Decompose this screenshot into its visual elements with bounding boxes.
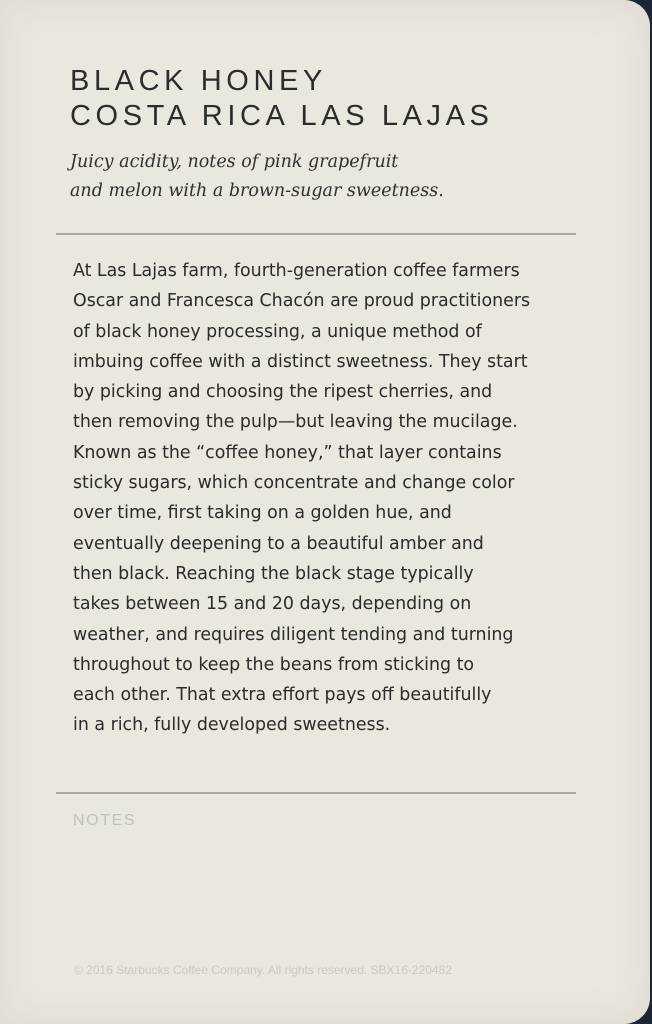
tasting-notes-line: Juicy acidity, notes of pink grapefruit (70, 152, 399, 172)
copyright-notice: © 2016 Starbucks Coffee Company. All rights reserved. SBX16-220482 (74, 963, 452, 977)
story-line: then removing the pulp—but leaving the mucilage. (73, 412, 518, 433)
story-line: Known as the “coffee honey,” that layer contains (73, 442, 502, 463)
tasting-notes-line: and melon with a brown-sugar sweetness. (70, 181, 444, 201)
story-line: of black honey processing, a unique method of (73, 321, 482, 342)
coffee-title-line: COSTA RICA LAS LAJAS (70, 100, 494, 132)
story-line: each other. That extra effort pays off beautifully (73, 685, 492, 706)
story-line: weather, and requires diligent tending and turning (73, 624, 514, 645)
bottom-divider (56, 792, 576, 794)
story-line: imbuing coffee with a distinct sweetness. They start (73, 351, 528, 372)
story-line: At Las Lajas farm, fourth-generation coffee farmers (73, 261, 520, 281)
story-line: Oscar and Francesca Chacón are proud practitioners (73, 291, 531, 312)
coffee-title-line: BLACK HONEY (70, 65, 327, 97)
story-line: over time, first taking on a golden hue, and (73, 503, 452, 524)
story-line: eventually deepening to a beautiful amber and (73, 533, 484, 554)
top-divider (56, 233, 576, 235)
tasting-notes (70, 148, 444, 206)
story-line: takes between 15 and 20 days, depending on (73, 594, 472, 615)
notes-label: NOTES (73, 812, 137, 829)
coffee-title (70, 64, 493, 134)
story-line: in a rich, fully developed sweetness. (73, 715, 391, 736)
story-line: sticky sugars, which concentrate and change color (73, 473, 515, 494)
story-line: throughout to keep the beans from sticking to (73, 654, 475, 675)
story-paragraph (73, 256, 530, 741)
story-line: by picking and choosing the ripest cherries, and (73, 382, 493, 403)
story-line: then black. Reaching the black stage typically (73, 563, 474, 584)
